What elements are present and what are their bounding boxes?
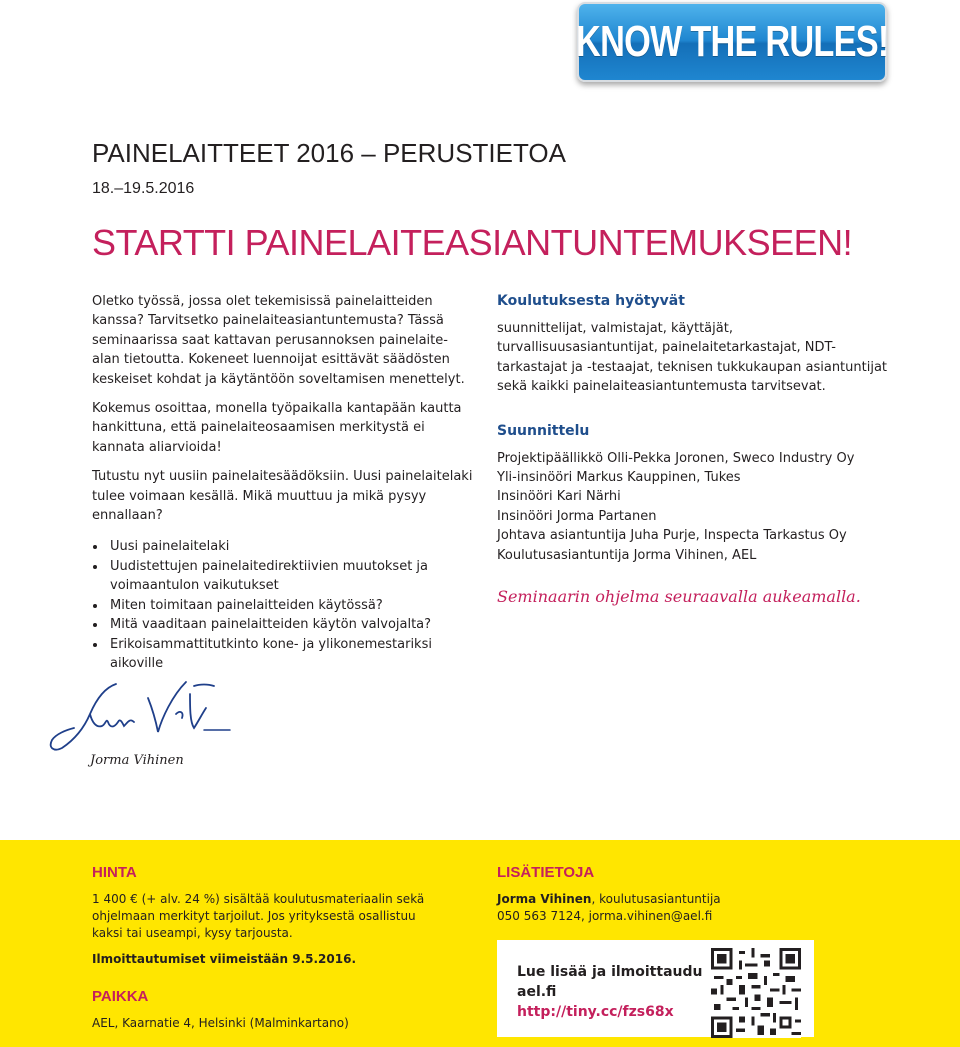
know-the-rules-badge	[577, 2, 887, 82]
place-text: AEL, Kaarnatie 4, Helsinki (Malminkartano)	[92, 1016, 349, 1030]
benefits-heading: Koulutuksesta hyötyvät	[497, 293, 685, 309]
planning-heading: Suunnittelu	[497, 422, 590, 439]
list-item: Erikoisammattitutkinto kone- ja ylikonemestariksi aikoville	[92, 635, 474, 674]
intro-paragraph-1: Oletko työssä, jossa olet tekemisissä painelaitteiden kanssa? Tarvitsetko painelaiteasiantuntemusta? Tässä seminaarissa saat kattavan perusannoksen painelaite-alan tietoutta. Kokeneet luennoijat esittävät säädösten keskeiset kohdat ja käytäntöön soveltamisen menettelyt.	[92, 294, 465, 387]
program-note: Seminaarin ohjelma seuraavalla aukeamalla.	[497, 587, 861, 607]
contact-column	[497, 864, 857, 925]
list-item: Johtava asiantuntija Juha Purje, Inspecta Tarkastus Oy	[497, 528, 847, 544]
list-item: Projektipäällikkö Olli-Pekka Joronen, Sweco Industry Oy	[497, 450, 855, 466]
list-item: Uudistettujen painelaitedirektiivien muutokset ja voimaantulon vaikutukset	[92, 557, 474, 596]
list-item: Insinööri Jorma Partanen	[497, 508, 657, 524]
planning-list	[497, 449, 897, 565]
price-text: 1 400 € (+ alv. 24 %) sisältää koulutusmateriaalin sekä ohjelmaan merkityt tarjoilut. Jos yrityksestä osallistuu kaksi tai useampi, kysy tarjousta.	[92, 892, 425, 940]
topic-list	[92, 537, 474, 673]
registration-link[interactable]: http://tiny.cc/fzs68x	[517, 1004, 674, 1020]
contact-name: Jorma Vihinen	[497, 892, 592, 906]
price-place-column	[92, 864, 432, 1032]
event-title: PAINELAITTEET 2016 – PERUSTIETOA	[92, 138, 566, 168]
event-dates: 18.–19.5.2016	[92, 180, 195, 197]
signer-name: Jorma Vihinen	[90, 753, 184, 768]
contact-role: , koulutusasiantuntija	[591, 892, 721, 906]
intro-paragraph-3: Tutustu nyt uusiin painelaitesäädöksiin. Uusi painelaitelaki tulee voimaan kesällä. Mikä muuttuu ja mikä pysyy ennallaan?	[92, 469, 473, 524]
list-item: Yli-insinööri Markus Kauppinen, Tukes	[497, 470, 741, 486]
list-item: Koulutusasiantuntija Jorma Vihinen, AEL	[497, 547, 757, 563]
site-link[interactable]: ael.fi	[517, 984, 557, 1000]
list-item: Insinööri Kari Närhi	[497, 489, 621, 505]
price-heading: HINTA	[92, 864, 137, 881]
intro-column	[92, 292, 474, 673]
headline: STARTTI PAINELAITEASIANTUNTEMUKSEEN!	[92, 222, 853, 263]
signature-image	[44, 678, 244, 760]
badge-text: KNOW THE RULES!	[575, 17, 889, 66]
registration-deadline: Ilmoittautumiset viimeistään 9.5.2016.	[92, 952, 357, 966]
details-column	[497, 293, 897, 606]
contact-details[interactable]: 050 563 7124, jorma.vihinen@ael.fi	[497, 909, 713, 923]
list-item: Mitä vaaditaan painelaitteiden käytön valvojalta?	[92, 615, 474, 634]
contact-person	[497, 891, 857, 908]
benefits-text: suunnittelijat, valmistajat, käyttäjät, turvallisuusasiantuntijat, painelaitetarkastajat, NDT-tarkastajat ja -testaajat, teknisen tukkukaupan asiantuntijat sekä kaikki painelaiteasiantuntemusta tarvitsevat.	[497, 321, 888, 395]
qr-code-icon[interactable]	[711, 948, 801, 1038]
registration-text	[517, 962, 702, 1022]
place-heading: PAIKKA	[92, 988, 149, 1005]
registration-box	[497, 940, 814, 1037]
list-item: Miten toimitaan painelaitteiden käytössä?	[92, 596, 474, 615]
list-item: Uusi painelaitelaki	[92, 537, 474, 556]
contact-heading: LISÄTIETOJA	[497, 864, 595, 881]
registration-line: Lue lisää ja ilmoittaudu	[517, 964, 703, 980]
intro-paragraph-2: Kokemus osoittaa, monella työpaikalla kantapään kautta hankittuna, että painelaiteosaamisen merkitystä ei kannata aliarvioida!	[92, 401, 462, 455]
